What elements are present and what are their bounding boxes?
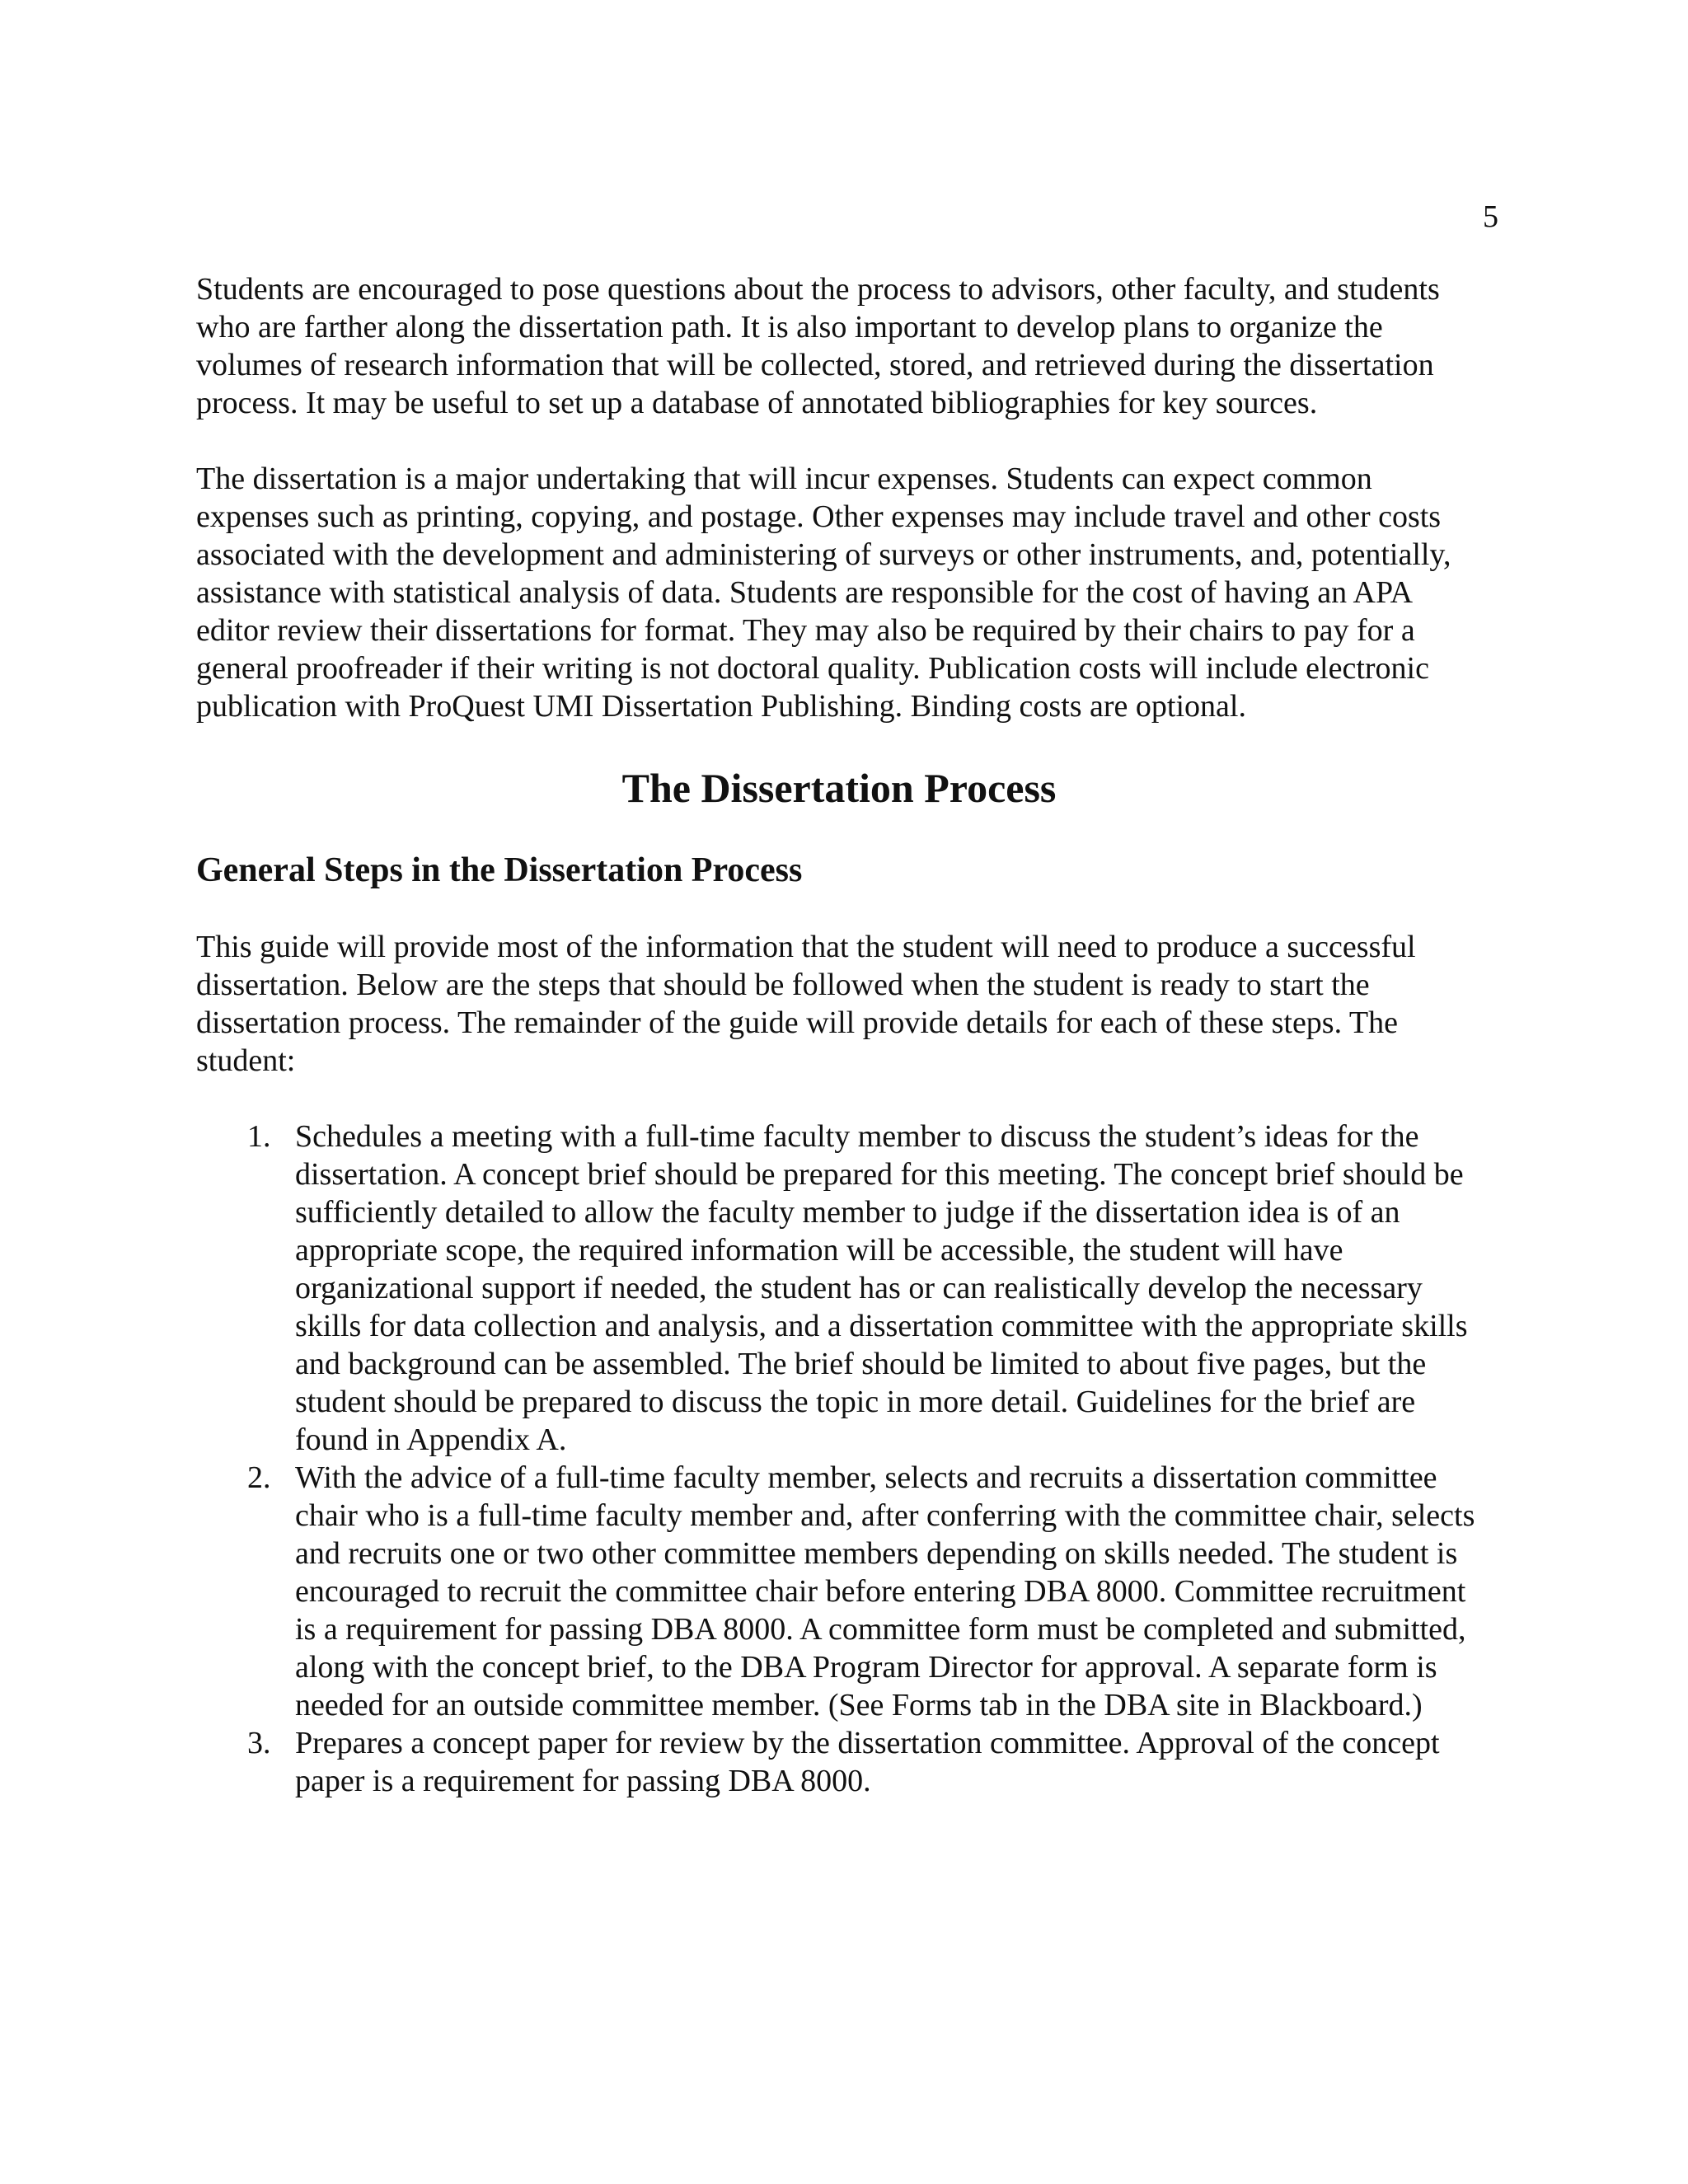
section-title: The Dissertation Process: [621, 765, 1057, 811]
page-number: 5: [1483, 199, 1498, 234]
steps-list: [196, 1118, 1482, 1800]
list-item: [196, 1724, 1482, 1800]
list-item: [196, 1118, 1482, 1459]
list-item-number: 1.: [247, 1119, 271, 1154]
list-item-text: Schedules a meeting with a full-time faculty member to discuss the student’s ideas for the dissertation. A concept brief should be prepared for this meeting. The concept brief should be sufficiently detailed to allow the faculty member to judge if the dissertation idea is of an appropriate scope, the required information will be accessible, the student will have organizational support if needed, the student has or can realistically develop the necessary skills for data collection and analysis, and a dissertation committee with the appropriate skills and background can be assembled. The brief should be limited to about five pages, but the student should be prepared to discuss the topic in more detail. Guidelines for the brief are found in Appendix A.: [295, 1119, 1468, 1457]
list-item: [196, 1459, 1482, 1724]
paragraph-expenses: The dissertation is a major undertaking that will incur expenses. Students can expect common expenses such as printing, copying, and postage. Other expenses may include travel and other costs associated with the development and administering of surveys or other instruments, and, potentially, assistance with statistical analysis of data. Students are responsible for the cost of having an APA editor review their dissertations for format. They may also be required by their chairs to pay for a general proofreader if their writing is not doctoral quality. Publication costs will include electronic publication with ProQuest UMI Dissertation Publishing. Binding costs are optional.: [196, 462, 1451, 724]
list-item-number: 3.: [247, 1726, 271, 1760]
subsection-title: General Steps in the Dissertation Process: [196, 851, 803, 889]
list-item-text: With the advice of a full-time faculty member, selects and recruits a dissertation committee chair who is a full-time faculty member and, after conferring with the committee chair, selects and recruits one or two other committee members depending on skills needed. The student is encouraged to recruit the committee chair before entering DBA 8000. Committee recruitment is a requirement for passing DBA 8000. A committee form must be completed and submitted, along with the concept brief, to the DBA Program Director for approval. A separate form is needed for an outside committee member. (See Forms tab in the DBA site in Blackboard.): [295, 1460, 1475, 1722]
list-item-text: Prepares a concept paper for review by the dissertation committee. Approval of the concept paper is a requirement for passing DBA 8000.: [295, 1726, 1440, 1798]
paragraph-intro: This guide will provide most of the information that the student will need to produce a successful dissertation. Below are the steps that should be followed when the student is ready to start the dissertation process. The remainder of the guide will provide details for each of these steps. The student:: [196, 930, 1416, 1078]
list-item-number: 2.: [247, 1460, 271, 1495]
paragraph-questions: Students are encouraged to pose questions about the process to advisors, other faculty, and students who are farther along the dissertation path. It is also important to develop plans to organize the volumes of research information that will be collected, stored, and retrieved during the dissertation process. It may be useful to set up a database of annotated bibliographies for key sources.: [196, 272, 1440, 420]
page-content: [196, 270, 1482, 1800]
